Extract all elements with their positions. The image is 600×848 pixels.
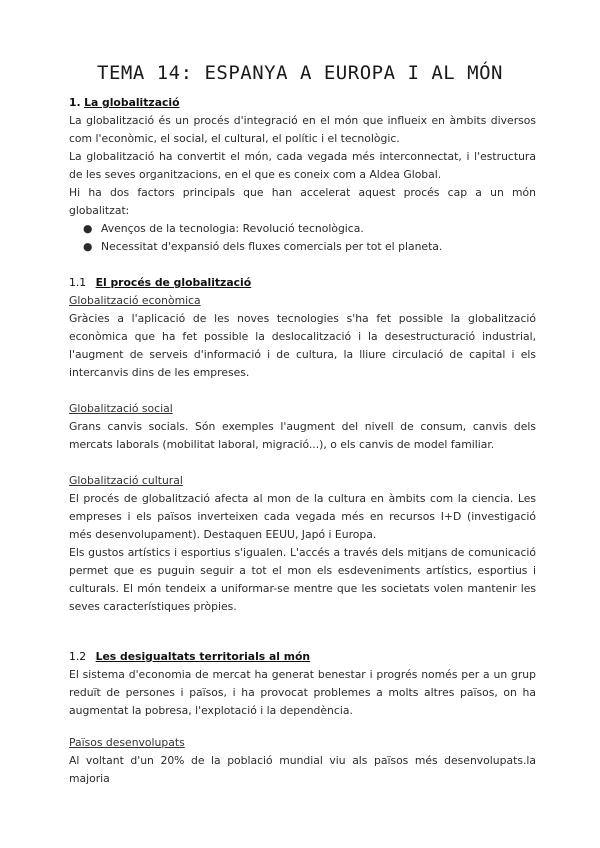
subheading-economic: Globalització econòmica [69,294,201,307]
section-1-heading [69,94,536,112]
paragraph: Gràcies a l'aplicació de les noves tecnologies s'ha fet possible la globalització econòmica que ha fet possible la deslocalització i la desestructuració industrial, l'augment de serveis d'informació i de cultura, la lliure circulació de capital i els intercanvis dins de les empreses. [69,312,536,379]
list-item: ● Necessitat d'expansió dels fluxes comercials per tot el planeta. [97,238,536,256]
paragraph: Grans canvis socials. Són exemples l'augment del nivell de consum, canvis dels mercats laborals (mobilitat laboral, migració...), o els canvis de model familiar. [69,420,536,451]
paragraph: Hi ha dos factors principals que han accelerat aquest procés cap a un món globalitzat: [69,186,536,217]
section-1-2-title: Les desigualtats territorials al món [95,650,311,663]
paragraph: La globalització és un procés d'integració en el món que influeix en àmbits diversos com l'econòmic, el social, el cultural, el polític i el tecnològic. [69,114,536,145]
paragraph: El sistema d'economia de mercat ha generat benestar i progrés només per a un grup reduït de persones i països, i ha provocat problemes a molts altres països, on ha augmentat la pobresa, l'explotació i la dependència. [69,668,536,717]
bullet-icon: ● [83,222,93,235]
section-1-title: La globalització [84,96,180,109]
page-title: TEMA 14: ESPANYA A EUROPA I AL MÓN [97,62,503,84]
list-item: ● Avenços de la tecnologia: Revolució tecnològica. [97,220,536,238]
paragraph: Al voltant d'un 20% de la població mundial viu als països més desenvolupats.la majoria [69,754,536,785]
subheading-developed: Països desenvolupats [69,736,185,749]
section-1-1-title: El procés de globalització [95,276,252,289]
document-body [69,94,536,788]
section-1-1-number: 1.1 [69,276,87,289]
subheading-cultural: Globalització cultural [69,474,183,487]
section-1-number: 1. [69,96,81,109]
paragraph: La globalització ha convertit el món, cada vegada més interconnectat, i l'estructura de les seves organitzacions, en el que es coneix com a Aldea Global. [69,150,536,181]
paragraph: Els gustos artístics i esportius s'igualen. L'accés a través dels mitjans de comunicació permet que es puguin seguir a tot el mon els esdeveniments artístics, esportius i culturals. El món tendeix a uniformar-se mentre que les societats volen mantenir les seves característiques pròpies. [69,546,536,613]
section-1-1-heading [69,274,536,292]
bullet-list [69,220,536,256]
subheading-social: Globalització social [69,402,173,415]
section-1-2-number: 1.2 [69,650,87,663]
paragraph: El procés de globalització afecta al mon de la cultura en àmbits com la ciencia. Les empreses i els països inverteixen cada vegada més en recursos I+D (investigació més desenvolupament). Destaquen EEUU, Japó i Europa. [69,492,536,541]
section-1-2-heading [69,648,536,666]
bullet-icon: ● [83,240,93,253]
